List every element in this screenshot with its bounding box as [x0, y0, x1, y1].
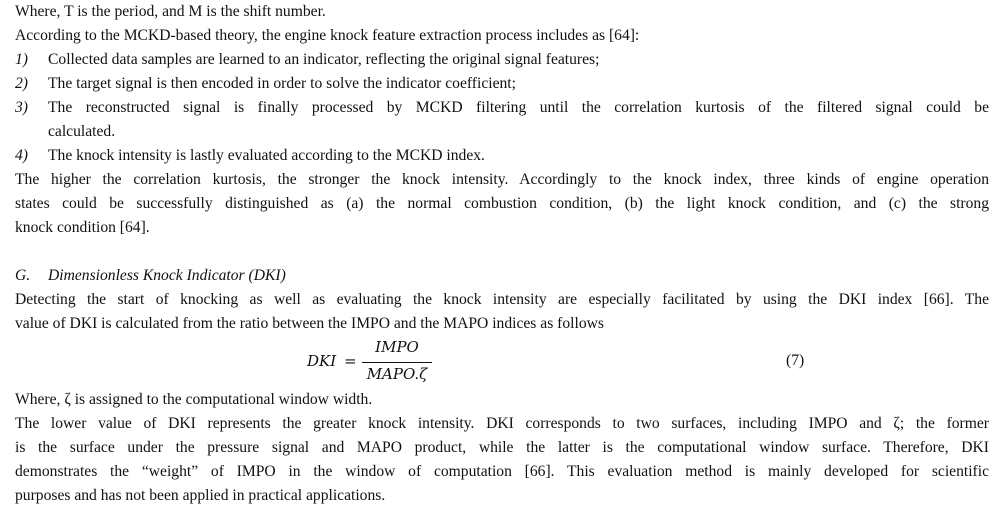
list-number: 4) [15, 147, 28, 164]
list-text: calculated. [48, 123, 116, 140]
list-number: 3) [15, 99, 28, 116]
list-text: The target signal is then encoded in order to solve the indicator coefficient; [48, 75, 516, 92]
list-text: The knock intensity is lastly evaluated according to the MCKD index. [48, 147, 485, 164]
equation-numerator: IMPO [375, 338, 419, 356]
list-item [15, 146, 989, 166]
equation-denominator: MAPO.ζ [366, 365, 428, 383]
text-line: states could be successfully distinguished as (a) the normal combustion condition, (b) the light knock condition, and (c) the strong [15, 195, 989, 212]
text-line: Where, ζ is assigned to the computational window width. [15, 391, 373, 408]
list-item [15, 50, 989, 70]
text-line: value of DKI is calculated from the ratio between the IMPO and the MAPO indices as follows [15, 315, 604, 332]
list-item-continuation [15, 122, 989, 142]
equation-lhs: DKI [307, 352, 337, 370]
text-line: Detecting the start of knocking as well as evaluating the knock intensity are especially facilitated by using the DKI index [66]. The [15, 291, 989, 308]
text-line: The lower value of DKI represents the greater knock intensity. DKI corresponds to two surfaces, including IMPO and ζ; the former [15, 415, 989, 432]
list-item [15, 74, 989, 94]
text-line: Where, T is the period, and M is the shift number. [15, 3, 326, 20]
list-item [15, 98, 989, 118]
text-line: knock condition [64]. [15, 219, 150, 236]
section-letter: G. [15, 267, 31, 284]
section-heading [15, 266, 989, 286]
list-number: 1) [15, 51, 28, 68]
list-number: 2) [15, 75, 28, 92]
text-line: The higher the correlation kurtosis, the stronger the knock intensity. Accordingly to the knock index, three kinds of engine operation [15, 171, 989, 188]
equation-equals: = [344, 352, 357, 370]
text-line: According to the MCKD-based theory, the engine knock feature extraction process includes as [64]: [15, 27, 640, 44]
text-line: is the surface under the pressure signal and MAPO product, while the latter is the computational window surface. Therefore, DKI [15, 439, 989, 456]
section-title: Dimensionless Knock Indicator (DKI) [48, 267, 286, 284]
list-text: The reconstructed signal is finally processed by MCKD filtering until the correlation kurtosis of the filtered signal could be [48, 99, 989, 116]
text-line: demonstrates the “weight” of IMPO in the window of computation [66]. This evaluation method is mainly developed for scientific [15, 463, 989, 480]
text-line: purposes and has not been applied in practical applications. [15, 487, 386, 504]
equation-number: (7) [786, 352, 805, 369]
list-text: Collected data samples are learned to an indicator, reflecting the original signal features; [48, 51, 600, 68]
fraction-bar [362, 362, 432, 363]
